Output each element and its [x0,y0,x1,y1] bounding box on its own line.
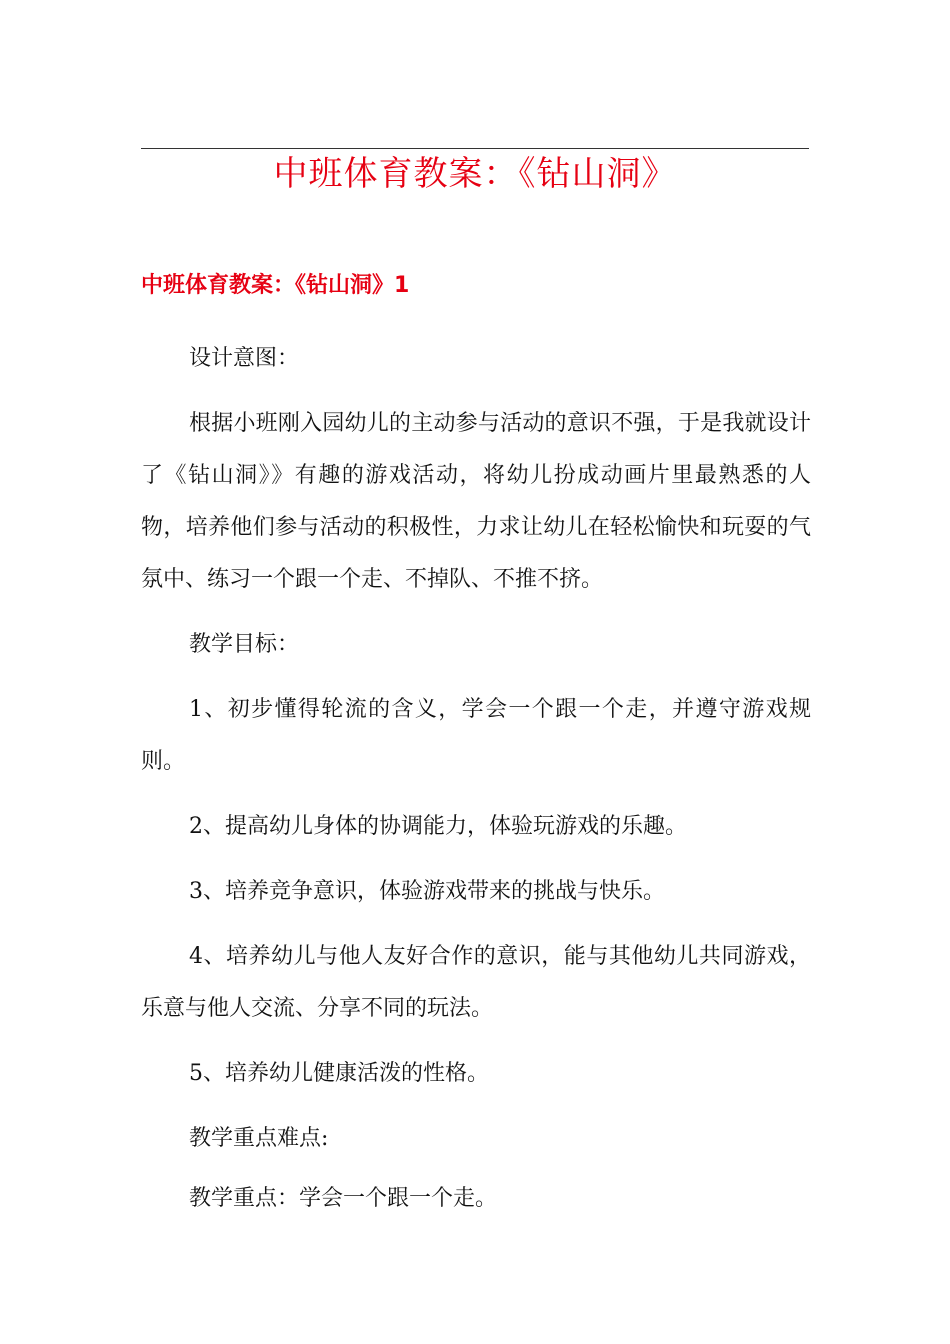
paragraph-goals-label: 教学目标： [189,632,300,657]
paragraph-goal-5: 5、培养幼儿健康活泼的性格。 [189,1061,489,1086]
document-body [141,333,811,1225]
section-heading: 中班体育教案：《钻山洞》1 [141,273,410,298]
paragraph-key-point: 教学重点：学会一个跟一个走。 [189,1186,498,1211]
paragraph-design-intent-label: 设计意图： [189,346,300,371]
paragraph-design-intent: 根据小班刚入园幼儿的主动参与活动的意识不强，于是我就设计了《钻山洞》》有趣的游戏活动，将幼儿扮成动画片里最熟悉的人物，培养他们参与活动的积极性，力求让幼儿在轻松愉快和玩耍的气氛中、练习一个跟一个走、不掉队、不推不挤。 [141,411,811,592]
paragraph-goal-3: 3、培养竞争意识，体验游戏带来的挑战与快乐。 [189,879,665,904]
header-rule [141,148,809,149]
paragraph-goal-4: 4、培养幼儿与他人友好合作的意识，能与其他幼儿共同游戏，乐意与他人交流、分享不同的玩法。 [141,944,811,1021]
paragraph-goal-2: 2、提高幼儿身体的协调能力，体验玩游戏的乐趣。 [189,814,687,839]
paragraph-goal-1: 1、初步懂得轮流的含义，学会一个跟一个走，并遵守游戏规则。 [141,697,811,774]
document-title: 中班体育教案：《钻山洞》 [273,154,677,194]
paragraph-key-points-label: 教学重点难点: [189,1126,329,1151]
